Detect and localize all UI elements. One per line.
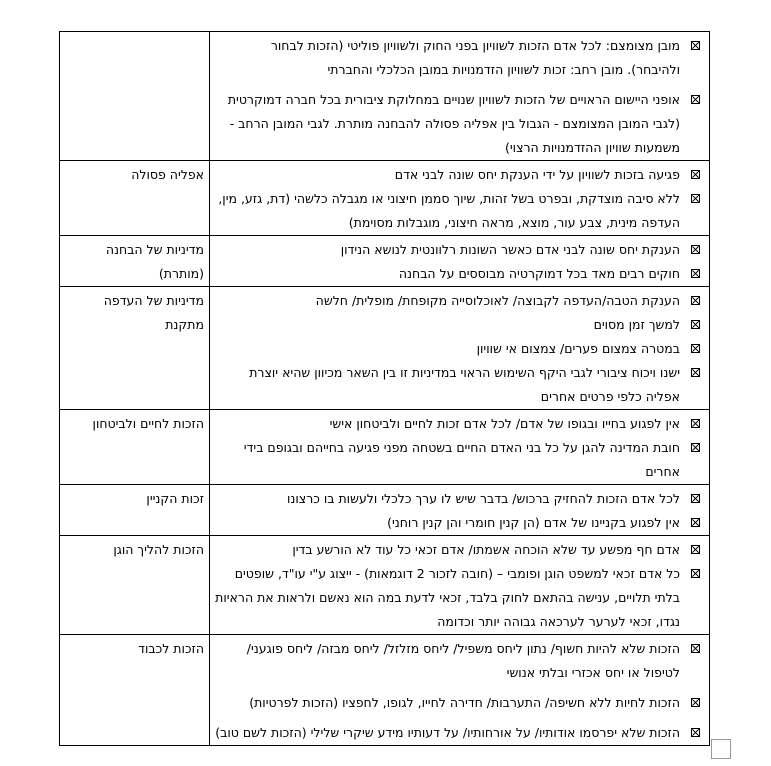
item-text: הזכות שלא להיות חשוף/ נתון ליחס משפיל/ ליחס מזלזל/ ליחס מבזה/ ליחס פוגעני/ לטיפול או יחס אכזרי ובלתי אנושי: [246, 641, 680, 680]
table-row: [60, 32, 710, 161]
checkbox-icon: [691, 344, 700, 353]
list-item: [215, 637, 704, 685]
item-text: במטרה צמצום פערים/ צמצום אי שוויון: [476, 341, 680, 356]
topic-cell: הזכות להליך הוגן: [60, 536, 210, 635]
table-row: [60, 410, 710, 485]
content-cell: [210, 536, 710, 635]
table-row: [60, 485, 710, 536]
item-text: כל אדם זכאי למשפט הוגן ופומבי – (חובה לזכור 2 דוגמאות) - ייצוג ע"י עו"ד, שופטים בלתי תלויים, ענישה בהתאם לחוק בלבד, זכאי לדעת במה הוא נאשם ולראות את הראיות נגדו, זכאי לערער לערכאה גבוהה יותר וכדומה: [215, 566, 680, 629]
rights-table: [59, 31, 710, 746]
table-row: [60, 161, 710, 236]
item-text: חובת המדינה להגן על כל בני האדם החיים בשטחה מפני פגיעה בחייהם ובגופם בידי אחרים: [243, 440, 680, 479]
content-cell: [210, 32, 710, 161]
item-text: הזכות לחיות ללא חשיפה/ התערבות/ חדירה לחייו, לגופו, לחפציו (הזכות לפרטיות): [249, 695, 680, 710]
content-cell: [210, 410, 710, 485]
checkbox-icon: [691, 545, 700, 554]
list-item: [215, 562, 704, 634]
list-item: [215, 436, 704, 484]
list-item: [215, 538, 704, 562]
list-item: [215, 313, 704, 337]
list-item: [215, 511, 704, 535]
list-item: [215, 691, 704, 715]
item-text: אין לפגוע בקניינו של אדם (הן קנין חומרי והן קנין רוחני): [387, 515, 680, 530]
list-item: [215, 721, 704, 745]
list-item: [215, 187, 704, 235]
table-row: [60, 287, 710, 410]
list-item: [215, 262, 704, 286]
topic-cell: מדיניות של העדפה מתקנת: [60, 287, 210, 410]
checkbox-icon: [691, 41, 700, 50]
list-item: [215, 238, 704, 262]
list-item: [215, 163, 704, 187]
checkbox-icon: [691, 95, 700, 104]
checkbox-icon: [691, 368, 700, 377]
content-cell: [210, 236, 710, 287]
item-text: ללא סיבה מוצדקת, ובפרט בשל זהות, שיוך סממן חיצוני או מגבלה כלשהי (דת, גזע, מין, העדפה מינית, צבע עור, מוצא, מראה חיצוני, מוגבלות מסוימת): [218, 191, 680, 230]
content-cell: [210, 287, 710, 410]
list-item: [215, 34, 704, 82]
checkbox-icon: [691, 194, 700, 203]
topic-cell: מדיניות של הבחנה (מותרת): [60, 236, 210, 287]
checkbox-icon: [691, 518, 700, 527]
table-row: [60, 536, 710, 635]
list-item: [215, 88, 704, 160]
list-item: [215, 361, 704, 409]
checkbox-icon: [691, 494, 700, 503]
checkbox-icon: [691, 644, 700, 653]
content-cell: [210, 485, 710, 536]
list-item: [215, 289, 704, 313]
empty-checkbox[interactable]: [711, 739, 731, 759]
checkbox-icon: [691, 728, 700, 737]
item-text: לכל אדם הזכות להחזיק ברכוש/ בדבר שיש לו ערך כלכלי ולעשות בו כרצונו: [286, 491, 680, 506]
checkbox-icon: [691, 245, 700, 254]
list-item: [215, 487, 704, 511]
table-row: [60, 236, 710, 287]
topic-cell: הזכות לכבוד: [60, 635, 210, 746]
item-text: הזכות שלא יפרסמו אודותיו/ על אורחותיו/ על דעותיו מידע שיקרי שלילי (הזכות לשם טוב): [215, 725, 680, 740]
item-text: חוקים רבים מאד בכל דמוקרטיה מבוססים על הבחנה: [398, 266, 680, 281]
item-text: למשך זמן מסוים: [593, 317, 680, 332]
item-text: פגיעה בזכות לשוויון על ידי הענקת יחס שונה לבני אדם: [394, 167, 680, 182]
item-text: אדם חף מפשע עד שלא הוכחה אשמתו/ אדם זכאי כל עוד לא הורשע בדין: [292, 542, 680, 557]
checkbox-icon: [691, 269, 700, 278]
checkbox-icon: [691, 320, 700, 329]
checkbox-icon: [691, 419, 700, 428]
topic-cell: [60, 32, 210, 161]
topic-cell: זכות הקניין: [60, 485, 210, 536]
checkbox-icon: [691, 170, 700, 179]
item-text: הענקת הטבה/העדפה לקבוצה/ לאוכלוסייה מקופחת/ מופלית/ חלשה: [315, 293, 680, 308]
item-text: מובן מצומצם: לכל אדם הזכות לשוויון בפני החוק ולשוויון פוליטי (הזכות לבחור ולהיבחר). מובן רחב: זכות לשוויון הזדמנויות במובן הכלכלי והחברתי: [270, 38, 680, 77]
item-text: אופני היישום הראויים של הזכות לשוויון שנויים במחלוקת ציבורית בכל חברה דמוקרטית (לגבי המובן המצומצם - הגבול בין אפליה פסולה להבחנה מותרת. לגבי המובן הרחב - משמעות שוויון ההזדמנויות הרצוי): [227, 92, 680, 155]
content-cell: [210, 635, 710, 746]
content-cell: [210, 161, 710, 236]
table-row: [60, 635, 710, 746]
checkbox-icon: [691, 698, 700, 707]
list-item: [215, 412, 704, 436]
checkbox-icon: [691, 296, 700, 305]
item-text: אין לפגוע בחייו ובגופו של אדם/ לכל אדם זכות לחיים ולביטחון אישי: [329, 416, 680, 431]
checkbox-icon: [691, 569, 700, 578]
topic-cell: הזכות לחיים ולביטחון: [60, 410, 210, 485]
item-text: ישנו ויכוח ציבורי לגבי היקף השימוש הראוי במדיניות זו בין השאר מכיוון שהיא יוצרת אפליה כלפי פרטים אחרים: [249, 365, 680, 404]
checkbox-icon: [691, 443, 700, 452]
list-item: [215, 337, 704, 361]
topic-cell: אפליה פסולה: [60, 161, 210, 236]
item-text: הענקת יחס שונה לבני אדם כאשר השונות רלוונטית לנושא הנידון: [340, 242, 680, 257]
